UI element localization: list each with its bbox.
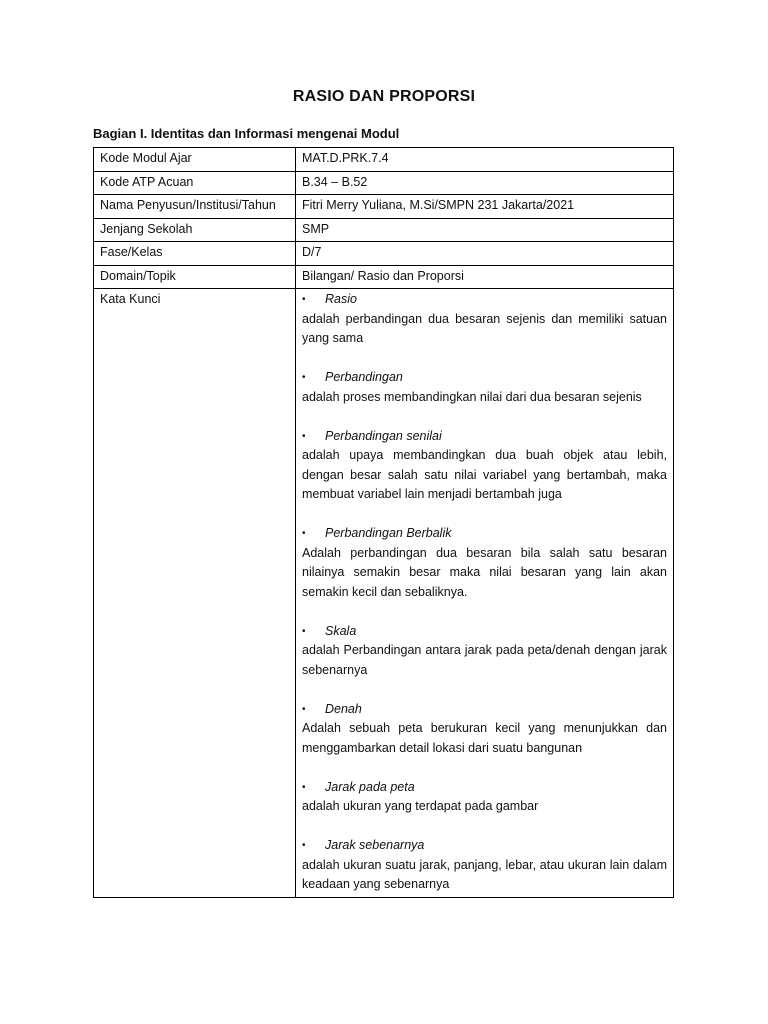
table-cell-label: Kata Kunci	[94, 289, 296, 898]
keywords-cell	[296, 289, 674, 898]
keyword-item	[302, 622, 667, 681]
table-cell-label: Domain/Topik	[94, 265, 296, 289]
keyword-term-text: Skala	[325, 623, 357, 638]
table-cell-value: Bilangan/ Rasio dan Proporsi	[296, 265, 674, 289]
keyword-term-text: Rasio	[325, 292, 357, 306]
table-row	[94, 265, 674, 289]
keyword-item	[302, 290, 667, 349]
table-cell-value: B.34 – B.52	[296, 171, 674, 195]
bullet-icon: •	[302, 840, 306, 851]
keyword-term-text: Perbandingan Berbalik	[325, 526, 452, 540]
section-title: Bagian I. Identitas dan Informasi mengenai Modul	[93, 126, 400, 141]
bullet-icon: •	[302, 294, 306, 305]
keyword-item	[302, 368, 667, 407]
bullet-icon: •	[302, 430, 306, 442]
keyword-term	[302, 778, 667, 798]
keyword-definition: Adalah perbandingan dua besaran bila salah satu besaran nilainya semakin besar maka nilai besaran yang lain akan semakin kecil dan sebaliknya.	[302, 545, 667, 599]
keyword-definition: adalah ukuran suatu jarak, panjang, lebar, atau ukuran lain dalam keadaan yang sebenarnya	[302, 857, 667, 891]
bullet-icon: •	[302, 781, 306, 793]
table-cell-value: SMP	[296, 218, 674, 242]
table-row	[94, 171, 674, 195]
table-cell-value: MAT.D.PRK.7.4	[296, 148, 674, 172]
keyword-definition: adalah proses membandingkan nilai dari dua besaran sejenis	[302, 389, 642, 404]
table-cell-label: Kode Modul Ajar	[94, 148, 296, 172]
bullet-icon: •	[302, 703, 306, 715]
keyword-term	[302, 427, 667, 447]
keyword-definition: adalah ukuran yang terdapat pada gambar	[302, 799, 539, 813]
keyword-term	[302, 368, 667, 388]
keyword-item	[302, 427, 667, 505]
keyword-term	[302, 290, 667, 310]
table-cell-value: Fitri Merry Yuliana, M.Si/SMPN 231 Jakarta/2021	[296, 195, 674, 219]
table-cell-label: Jenjang Sekolah	[94, 218, 296, 242]
keyword-item	[302, 700, 667, 759]
keyword-item	[302, 778, 667, 817]
keyword-item	[302, 836, 667, 895]
bullet-icon: •	[302, 625, 306, 637]
table-row	[94, 242, 674, 266]
keyword-term-text: Perbandingan	[325, 370, 403, 384]
keyword-definition: adalah upaya membandingkan dua buah objek atau lebih, dengan besar salah satu nilai variabel yang bertambah, maka membuat variabel lain menjadi bertambah juga	[302, 448, 667, 501]
keyword-definition: Adalah sebuah peta berukuran kecil yang menunjukkan dan menggambarkan detail lokasi dari suatu bangunan	[302, 721, 667, 755]
table-cell-value: D/7	[296, 242, 674, 266]
keyword-term	[302, 524, 667, 544]
bullet-icon: •	[302, 528, 306, 539]
keyword-term	[302, 700, 667, 720]
table-row	[94, 195, 674, 219]
table-cell-label: Kode ATP Acuan	[94, 171, 296, 195]
keyword-term	[302, 836, 667, 856]
table-row	[94, 218, 674, 242]
module-info-table	[93, 147, 674, 898]
table-row	[94, 148, 674, 172]
table-cell-label: Nama Penyusun/Institusi/Tahun	[94, 195, 296, 219]
keyword-definition: adalah perbandingan dua besaran sejenis dan memiliki satuan yang sama	[302, 311, 667, 345]
page-title: RASIO DAN PROPORSI	[292, 88, 476, 105]
keyword-term-text: Jarak pada peta	[325, 779, 415, 794]
keyword-item	[302, 524, 667, 602]
module-info-table-body	[94, 148, 674, 898]
keyword-term-text: Denah	[325, 701, 362, 716]
table-row-kata-kunci	[94, 289, 674, 898]
keyword-term-text: Jarak sebenarnya	[325, 838, 425, 852]
bullet-icon: •	[302, 372, 306, 383]
table-cell-label: Fase/Kelas	[94, 242, 296, 266]
keyword-term-text: Perbandingan senilai	[325, 428, 442, 443]
keyword-definition: adalah Perbandingan antara jarak pada peta/denah dengan jarak sebenarnya	[302, 643, 667, 677]
keyword-term	[302, 622, 667, 642]
